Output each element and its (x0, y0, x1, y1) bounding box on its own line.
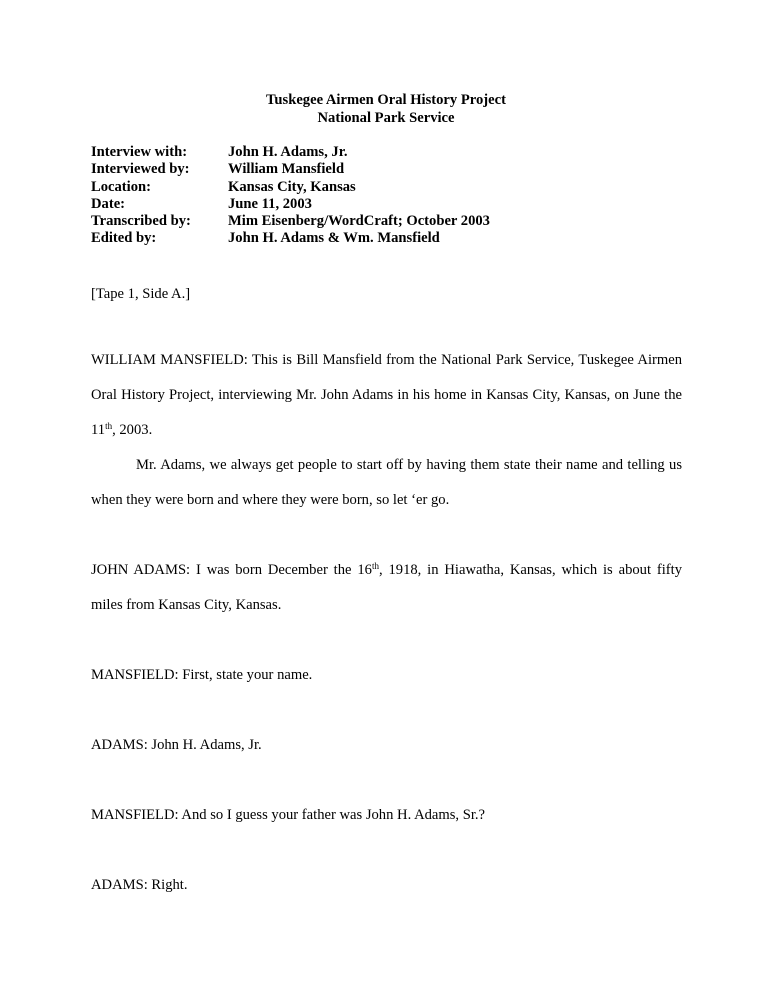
meta-label: Interviewed by: (91, 161, 190, 178)
interview-metadata (91, 144, 490, 248)
meta-row-transcriber (91, 213, 490, 230)
paragraph-text: WILLIAM MANSFIELD: This is Bill Mansfield from the National Park Service, Tuskegee Airmen Oral History Project, interviewing Mr. John Adams in his home in Kansas City, Kansas, on June the 11 (91, 352, 682, 438)
transcript-paragraph-3 (91, 553, 682, 623)
meta-value: Mim Eisenberg/WordCraft; October 2003 (228, 213, 490, 230)
meta-value: William Mansfield (228, 161, 345, 178)
tape-note: [Tape 1, Side A.] (91, 286, 191, 302)
paragraph-text: JOHN ADAMS: I was born December the 16 (91, 562, 372, 578)
meta-label: Edited by: (91, 230, 157, 247)
transcript-paragraph-1 (91, 343, 682, 448)
meta-row-location (91, 179, 490, 196)
organization-title: National Park Service (317, 109, 455, 126)
meta-value: June 11, 2003 (228, 195, 312, 212)
meta-value: John H. Adams & Wm. Mansfield (228, 230, 440, 247)
meta-label: Transcribed by: (91, 213, 191, 230)
meta-label: Interview with: (91, 144, 188, 160)
meta-label: Date: (91, 195, 126, 212)
document-title (0, 92, 772, 127)
paragraph-text: , 2003. (112, 422, 153, 438)
project-title: Tuskegee Airmen Oral History Project (266, 92, 506, 108)
transcript-paragraph-2: Mr. Adams, we always get people to start off by having them state their name and telling us when they were born and where they were born, so let ‘er go. (91, 457, 682, 508)
transcript-paragraph-4: MANSFIELD: First, state your name. (91, 667, 313, 683)
meta-value: Kansas City, Kansas (228, 178, 356, 195)
meta-row-interviewer (91, 161, 490, 178)
meta-row-editor (91, 230, 490, 247)
transcript-paragraph-5: ADAMS: John H. Adams, Jr. (91, 737, 262, 753)
meta-label: Location: (91, 178, 151, 195)
transcript-paragraph-6: MANSFIELD: And so I guess your father was John H. Adams, Sr.? (91, 807, 486, 823)
transcript-paragraph-7: ADAMS: Right. (91, 877, 188, 893)
meta-row-interviewee (91, 144, 490, 161)
ordinal-suffix: th (371, 561, 379, 571)
paragraph-text: , 1918, in Hiawatha, Kansas, which is about fifty miles from Kansas City, Kansas. (91, 562, 683, 613)
meta-row-date (91, 196, 490, 213)
meta-value: John H. Adams, Jr. (228, 144, 348, 160)
ordinal-suffix: th (105, 421, 113, 431)
